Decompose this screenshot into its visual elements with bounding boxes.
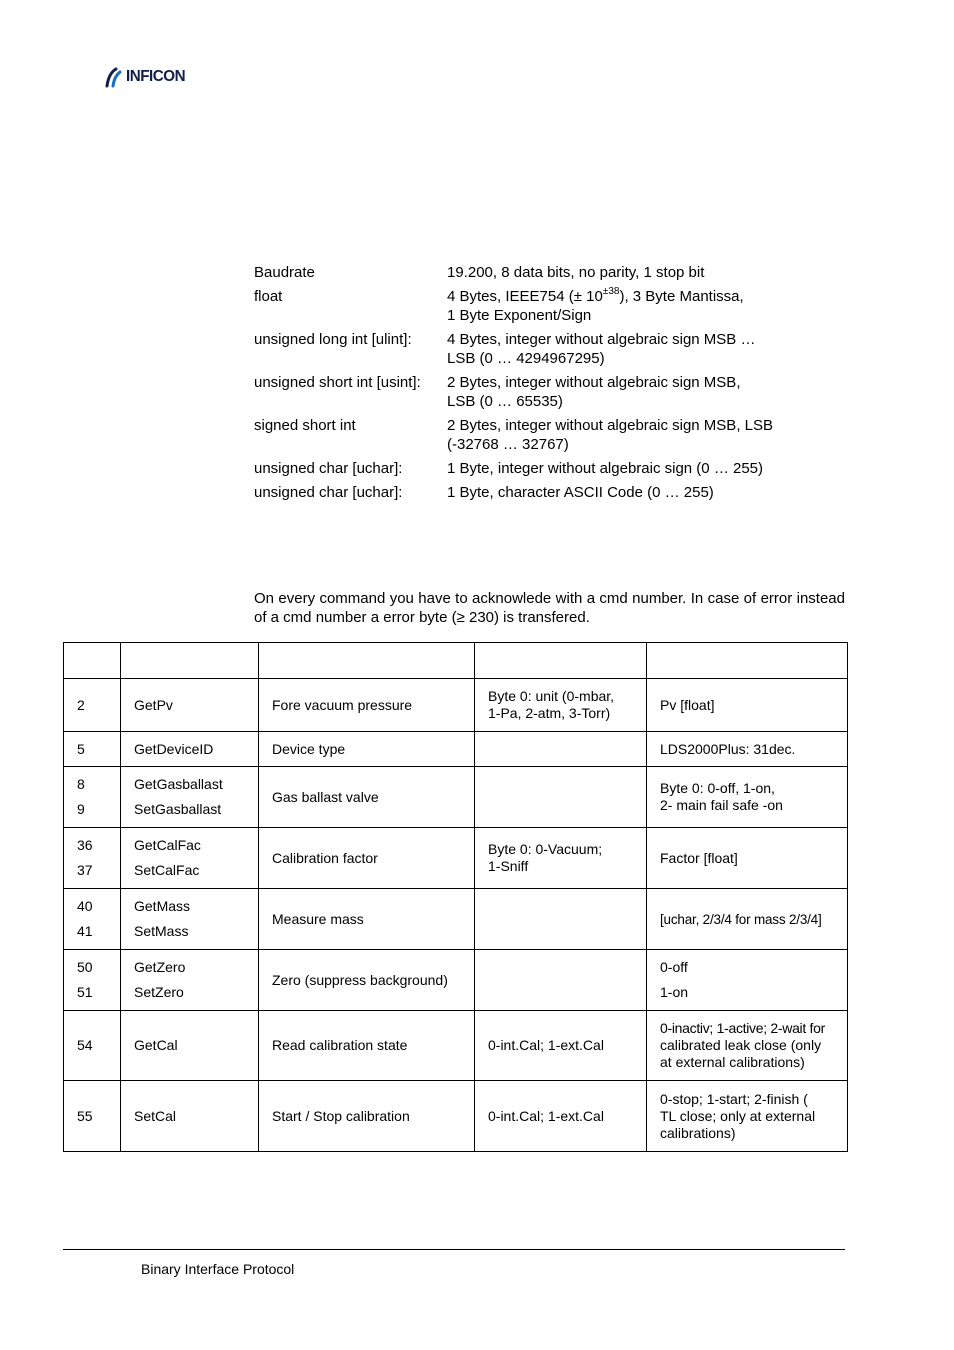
- definition-desc: [447, 330, 854, 368]
- table-row: [64, 679, 848, 732]
- cmd-number: 8 9: [64, 767, 121, 828]
- desc-line: 1 Byte, integer without algebraic sign (0 … 255): [447, 460, 764, 477]
- definition-desc: [447, 263, 854, 282]
- header-cell: [647, 643, 848, 679]
- cmd-description: Read calibration state: [259, 1011, 475, 1081]
- brand-name: INFICON: [126, 68, 186, 85]
- definition-row: [254, 263, 854, 282]
- cmd-return: Factor [float]: [647, 828, 848, 889]
- cmd-parameter: 0-int.Cal; 1-ext.Cal: [475, 1081, 647, 1152]
- definition-row: [254, 373, 854, 411]
- definition-desc: [447, 459, 854, 478]
- header-cell: [475, 643, 647, 679]
- cmd-number: 54: [64, 1011, 121, 1081]
- cmd-name: GetCalFac SetCalFac: [121, 828, 259, 889]
- table-row: [64, 889, 848, 950]
- cmd-description: Start / Stop calibration: [259, 1081, 475, 1152]
- cmd-number: 50 51: [64, 950, 121, 1011]
- definition-term: Baudrate: [254, 264, 315, 281]
- cmd-name: GetCal: [121, 1011, 259, 1081]
- cmd-parameter: [475, 950, 647, 1011]
- cmd-number: 55: [64, 1081, 121, 1152]
- footer-divider: [63, 1249, 845, 1250]
- header-cell: [64, 643, 121, 679]
- definition-term: float: [254, 288, 283, 305]
- cmd-return: Byte 0: 0-off, 1-on, 2- main fail safe -on: [647, 767, 848, 828]
- definition-term: unsigned char [uchar]:: [254, 460, 403, 477]
- definition-row: [254, 287, 854, 325]
- cmd-return: 0-off 1-on: [647, 950, 848, 1011]
- desc-line: 2 Bytes, integer without algebraic sign MSB,: [447, 374, 741, 391]
- table-row: [64, 828, 848, 889]
- cmd-return: [uchar, 2/3/4 for mass 2/3/4]: [647, 889, 848, 950]
- brand-logo: [104, 66, 188, 88]
- exponent: ±38: [602, 286, 620, 297]
- desc-line: (-32768 … 32767): [447, 436, 569, 453]
- definition-row: [254, 330, 854, 368]
- table-row: [64, 732, 848, 767]
- footer-title: Binary Interface Protocol: [141, 1261, 295, 1277]
- cmd-description: Fore vacuum pressure: [259, 679, 475, 732]
- definition-term: signed short int: [254, 417, 356, 434]
- cmd-return: 0-stop; 1-start; 2-finish ( TL close; only at external calibrations): [647, 1081, 848, 1152]
- definition-term: unsigned long int [ulint]:: [254, 331, 412, 348]
- desc-part: 4 Bytes, IEEE754 (± 10: [447, 288, 603, 305]
- definition-row: [254, 483, 854, 502]
- cmd-number: 2: [64, 679, 121, 732]
- desc-part: ), 3 Byte Mantissa,: [619, 288, 744, 305]
- cmd-parameter: [475, 732, 647, 767]
- desc-line: 1 Byte, character ASCII Code (0 … 255): [447, 484, 714, 501]
- cmd-return: LDS2000Plus: 31dec.: [647, 732, 848, 767]
- cmd-parameter: 0-int.Cal; 1-ext.Cal: [475, 1011, 647, 1081]
- cmd-name: GetZero SetZero: [121, 950, 259, 1011]
- cmd-parameter: Byte 0: 0-Vacuum; 1-Sniff: [475, 828, 647, 889]
- definition-desc: [447, 373, 854, 411]
- desc-line: LSB (0 … 65535): [447, 393, 563, 410]
- definition-row: [254, 416, 854, 454]
- desc-line: 1 Byte Exponent/Sign: [447, 307, 592, 324]
- definition-desc: [447, 483, 854, 502]
- header-cell: [259, 643, 475, 679]
- definition-row: [254, 459, 854, 478]
- cmd-description: Zero (suppress background): [259, 950, 475, 1011]
- cmd-name: SetCal: [121, 1081, 259, 1152]
- table-row: [64, 950, 848, 1011]
- acknowledge-paragraph: On every command you have to acknowlede with a cmd number. In case of error instead of a cmd number a error byte (≥ 230) is transfered.: [254, 590, 845, 626]
- table-row: [64, 1011, 848, 1081]
- definition-term: unsigned short int [usint]:: [254, 374, 421, 391]
- inficon-logo-icon: [104, 66, 124, 88]
- desc-line: [447, 287, 854, 306]
- cmd-description: Device type: [259, 732, 475, 767]
- desc-line: 2 Bytes, integer without algebraic sign MSB, LSB: [447, 417, 774, 434]
- cmd-parameter: [475, 889, 647, 950]
- cmd-name: GetGasballast SetGasballast: [121, 767, 259, 828]
- cmd-number: 5: [64, 732, 121, 767]
- cmd-description: Measure mass: [259, 889, 475, 950]
- cmd-return: 0-inactiv; 1-active; 2-wait for calibrated leak close (only at external calibrations): [647, 1011, 848, 1081]
- header-cell: [121, 643, 259, 679]
- cmd-number: 36 37: [64, 828, 121, 889]
- table-header-row: [64, 643, 848, 679]
- cmd-name: GetPv: [121, 679, 259, 732]
- command-table: [63, 642, 848, 1152]
- table-row: [64, 767, 848, 828]
- definition-term: unsigned char [uchar]:: [254, 484, 403, 501]
- definition-desc: [447, 416, 854, 454]
- data-type-definitions: [254, 263, 854, 507]
- table-row: [64, 1081, 848, 1152]
- cmd-return: Pv [float]: [647, 679, 848, 732]
- desc-line: LSB (0 … 4294967295): [447, 350, 605, 367]
- cmd-name: GetDeviceID: [121, 732, 259, 767]
- cmd-parameter: Byte 0: unit (0-mbar, 1-Pa, 2-atm, 3-Torr): [475, 679, 647, 732]
- cmd-name: GetMass SetMass: [121, 889, 259, 950]
- cmd-number: 40 41: [64, 889, 121, 950]
- cmd-description: Gas ballast valve: [259, 767, 475, 828]
- cmd-description: Calibration factor: [259, 828, 475, 889]
- definition-desc: [447, 287, 854, 325]
- cmd-parameter: [475, 767, 647, 828]
- desc-line: 4 Bytes, integer without algebraic sign MSB …: [447, 331, 756, 348]
- desc-line: 19.200, 8 data bits, no parity, 1 stop bit: [447, 264, 705, 281]
